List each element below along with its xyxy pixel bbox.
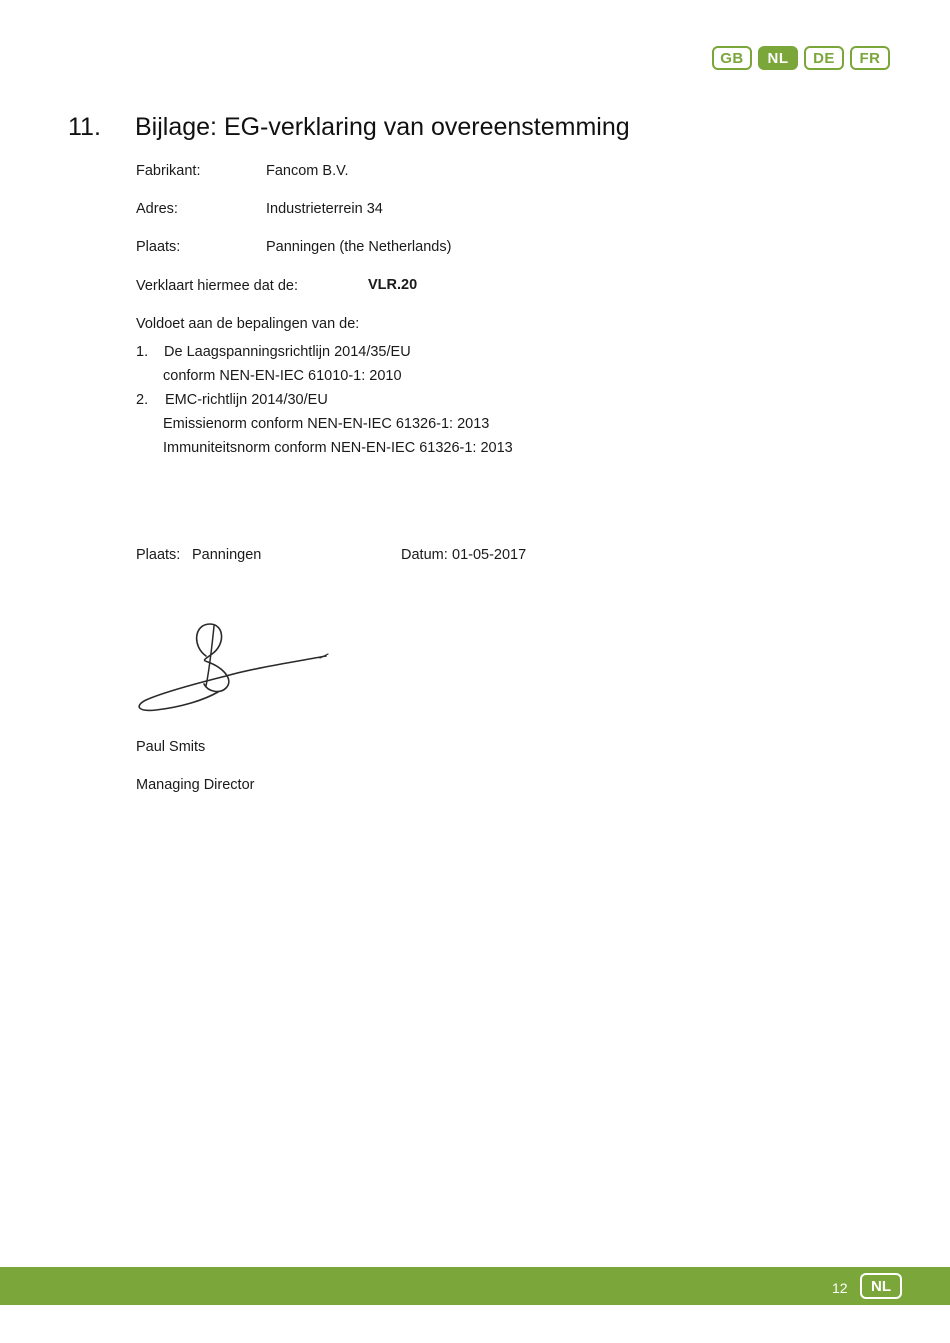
manufacturer-value: Fancom B.V. <box>266 163 349 179</box>
footer-language-tab: NL <box>860 1273 902 1299</box>
lang-tab-de[interactable]: DE <box>804 46 844 70</box>
compliance-item-title: EMC-richtlijn 2014/30/EU <box>165 392 328 408</box>
compliance-item-detail: Immuniteitsnorm conform NEN-EN-IEC 61326-1: 2013 <box>163 440 513 456</box>
compliance-item-title: De Laagspanningsrichtlijn 2014/35/EU <box>164 344 411 360</box>
compliance-item-detail: conform NEN-EN-IEC 61010-1: 2010 <box>163 368 402 384</box>
signing-place-value: Panningen <box>192 547 262 563</box>
compliance-item-number: 1. <box>136 344 149 360</box>
language-tabs <box>712 46 890 70</box>
lang-tab-fr[interactable]: FR <box>850 46 890 70</box>
signature-image <box>134 616 334 721</box>
footer-bar <box>0 1267 950 1305</box>
signing-date-label: Datum: <box>401 547 448 563</box>
compliance-item-detail: Emissienorm conform NEN-EN-IEC 61326-1: 2013 <box>163 416 490 432</box>
signatory-role: Managing Director <box>136 777 255 793</box>
compliance-item-number: 2. <box>136 392 149 408</box>
address-value: Industrieterrein 34 <box>266 201 383 217</box>
signing-place-label: Plaats: <box>136 547 181 563</box>
place-value: Panningen (the Netherlands) <box>266 239 452 255</box>
section-title: Bijlage: EG-verklaring van overeenstemming <box>135 113 630 141</box>
lang-tab-nl[interactable]: NL <box>758 46 798 70</box>
signatory-name: Paul Smits <box>136 739 206 755</box>
declaration-label: Verklaart hiermee dat de: <box>136 278 299 294</box>
compliance-intro: Voldoet aan de bepalingen van de: <box>136 316 360 332</box>
place-label: Plaats: <box>136 239 181 255</box>
section-number: 11. <box>68 113 101 141</box>
address-label: Adres: <box>136 201 178 217</box>
section-heading <box>68 113 630 142</box>
product-name: VLR.20 <box>368 277 418 293</box>
signing-date-value: 01-05-2017 <box>452 547 527 563</box>
lang-tab-gb[interactable]: GB <box>712 46 752 70</box>
page-number: 12 <box>832 1280 848 1296</box>
manufacturer-label: Fabrikant: <box>136 163 201 179</box>
